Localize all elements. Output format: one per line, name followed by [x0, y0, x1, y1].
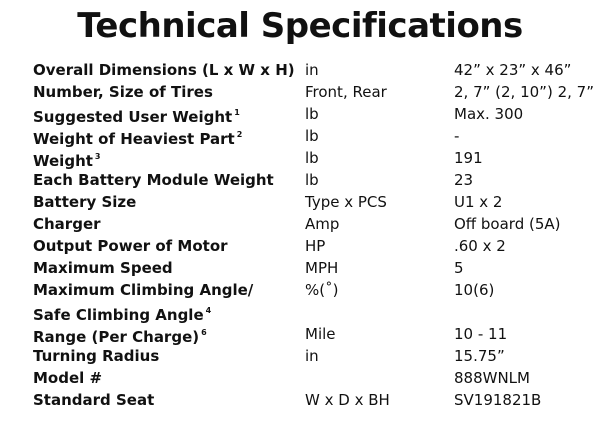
spec-label-cell	[33, 59, 295, 81]
spec-unit: lb	[305, 171, 319, 189]
spec-label-cell	[33, 389, 154, 411]
spec-label: Maximum Speed	[33, 259, 173, 277]
spec-row	[33, 367, 593, 389]
spec-row	[33, 235, 593, 257]
spec-value: 2, 7” (2, 10”) 2, 7”	[454, 83, 594, 101]
spec-row	[33, 389, 593, 411]
spec-row	[33, 169, 593, 191]
spec-label: Weight	[33, 152, 93, 170]
spec-unit: in	[305, 347, 319, 365]
spec-value: .60 x 2	[454, 237, 506, 255]
spec-value: 10(6)	[454, 281, 495, 299]
spec-unit: Amp	[305, 215, 340, 233]
spec-unit: in	[305, 61, 319, 79]
spec-value: 191	[454, 149, 483, 167]
spec-label: Weight of Heaviest Part	[33, 130, 235, 148]
spec-unit: W x D x BH	[305, 391, 390, 409]
spec-row	[33, 323, 593, 345]
spec-value: 15.75”	[454, 347, 505, 365]
spec-unit: Front, Rear	[305, 83, 387, 101]
spec-value: U1 x 2	[454, 193, 503, 211]
spec-unit: lb	[305, 149, 319, 167]
spec-label-cell	[33, 169, 274, 191]
footnote-marker: 6	[201, 328, 207, 337]
spec-row	[33, 257, 593, 279]
footnote-marker: 2	[236, 130, 243, 139]
spec-label: Range (Per Charge)	[33, 328, 200, 346]
spec-label-cell	[33, 345, 159, 367]
spec-table	[33, 59, 593, 411]
spec-row	[33, 81, 593, 103]
spec-unit: %(˚)	[305, 281, 339, 299]
spec-value: 5	[454, 259, 464, 277]
spec-row	[33, 103, 593, 125]
spec-label-cell	[33, 213, 101, 235]
spec-label-cell	[33, 279, 253, 301]
footnote-marker: 3	[94, 152, 101, 161]
footnote-marker: 1	[234, 108, 240, 117]
spec-label: Safe Climbing Angle	[33, 306, 204, 324]
spec-value: 888WNLM	[454, 369, 530, 387]
spec-value: Off board (5A)	[454, 215, 561, 233]
spec-label: Each Battery Module Weight	[33, 171, 274, 189]
spec-row	[33, 345, 593, 367]
spec-unit: Mile	[305, 325, 336, 343]
spec-row	[33, 59, 593, 81]
spec-label: Output Power of Motor	[33, 237, 228, 255]
spec-row	[33, 213, 593, 235]
spec-label: Model #	[33, 369, 103, 387]
spec-row	[33, 191, 593, 213]
spec-label-cell	[33, 367, 102, 389]
spec-row	[33, 147, 593, 169]
spec-value: -	[454, 127, 460, 145]
spec-value: 10 - 11	[454, 325, 508, 343]
footnote-marker: 4	[205, 306, 212, 315]
spec-label: Charger	[33, 215, 101, 233]
spec-label: Number, Size of Tires	[33, 83, 213, 101]
spec-row	[33, 125, 593, 147]
spec-unit: MPH	[305, 259, 339, 277]
spec-unit: lb	[305, 105, 319, 123]
spec-label-cell	[33, 81, 213, 103]
spec-row	[33, 279, 593, 301]
spec-label: Overall Dimensions (L x W x H)	[33, 61, 295, 79]
spec-label: Battery Size	[33, 193, 137, 211]
spec-label: Turning Radius	[33, 347, 160, 365]
spec-value: Max. 300	[454, 105, 524, 123]
spec-row	[33, 301, 593, 323]
spec-label: Maximum Climbing Angle/	[33, 281, 254, 299]
spec-label-cell	[33, 235, 228, 257]
spec-label: Standard Seat	[33, 391, 155, 409]
spec-unit: HP	[305, 237, 326, 255]
spec-value: 23	[454, 171, 474, 189]
spec-value: SV191821B	[454, 391, 542, 409]
spec-label-cell	[33, 191, 136, 213]
spec-unit: Type x PCS	[305, 193, 387, 211]
page-title: Technical Specifications	[77, 6, 523, 46]
spec-unit: lb	[305, 127, 319, 145]
spec-label-cell	[33, 257, 173, 279]
spec-label: Suggested User Weight	[33, 108, 233, 126]
spec-value: 42” x 23” x 46”	[454, 61, 572, 79]
